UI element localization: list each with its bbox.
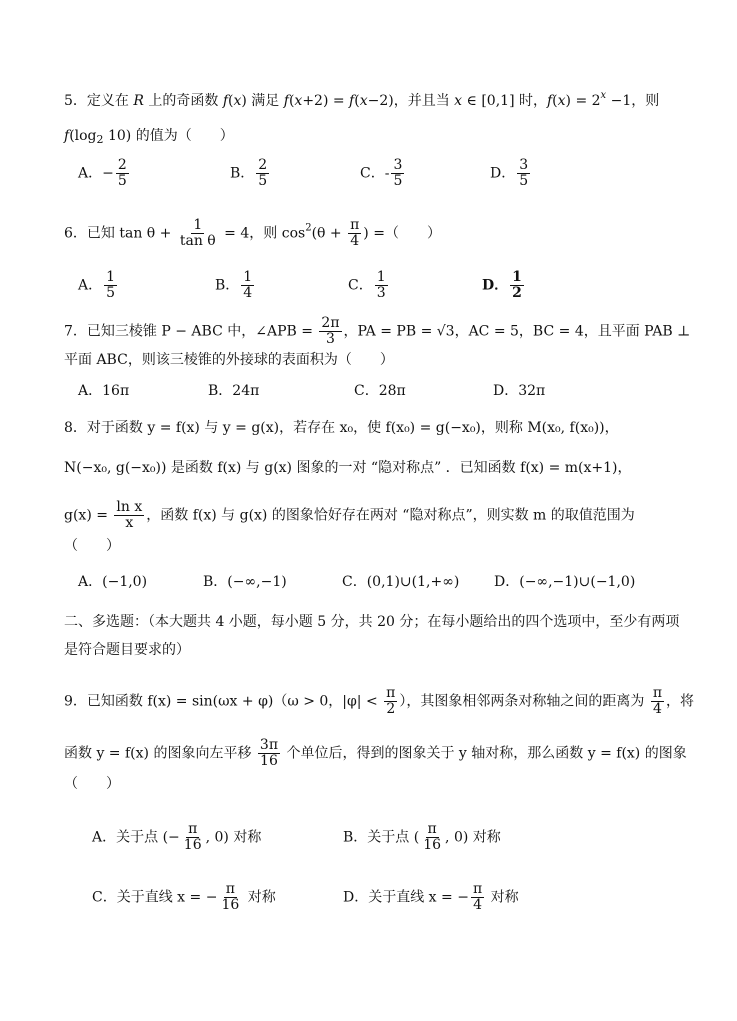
fraction: $\frac{\pi}{16}$ [183,821,202,853]
q5-option-c: C．- $\frac{3}{5}$ [360,157,403,189]
q8-option-c: C．(0,1)∪(1,+∞) [342,574,460,590]
fraction: $\frac{2}{5}$ [117,157,127,189]
fraction: $\frac{1}{\text{tan θ}}$ [179,217,216,249]
q8-line2: N(−x₀, g(−x₀)) 是函数 f(x) 与 g(x) 图象的一对 “隐对称点” ．已知函数 f(x) = m(x+1)， [64,460,632,476]
fraction: $\frac{\text{ln x}}{x}$ [116,499,143,531]
fraction: $\frac{\pi}{16}$ [221,881,240,913]
fraction: $\frac{3}{5}$ [393,157,403,189]
section2-line1: 二、多选题：（本大题共 4 小题，每小题 5 分，共 20 分；在每小题给出的四个选项中，至少有两项 [64,614,680,630]
q6-option-b: B． $\frac{1}{4}$ [215,269,253,301]
fraction: $\frac{\pi}{16}$ [423,821,442,853]
fraction: $\frac{\pi}{4}$ [350,217,360,249]
q6-option-c: C． $\frac{1}{3}$ [348,269,386,301]
fraction: $\frac{3}{5}$ [519,157,529,189]
q6-stem: 6．已知 tan θ + $\frac{1}{\text{tan θ}}$ = 4，则 $\cos^2(\theta$ + $\frac{\pi}{4}$ ) =（ ） [64,217,441,249]
q9-option-a: A．关于点 (− $\frac{\pi}{16}$ , 0) 对称 [92,821,262,853]
fraction: $\frac{2}{5}$ [258,157,268,189]
q7-line1: 7．已知三棱锥 P − ABC 中，∠APB = $\frac{2\pi}{3}$ ，PA = PB = √3，AC = 5，BC = 4，且平面 PAB ⊥ [64,315,691,347]
fraction: $\frac{1}{2}$ [512,269,522,301]
fraction: $\frac{1}{5}$ [106,269,116,301]
fraction: $\frac{3\pi}{16}$ [259,737,279,769]
q8-line4: （ ） [64,538,120,554]
q5-option-d: D． $\frac{3}{5}$ [490,157,529,189]
q8-option-a: A．(−1,0) [78,574,148,590]
fraction: $\frac{2\pi}{3}$ [321,315,340,347]
q6-option-a: A． $\frac{1}{5}$ [78,269,116,301]
q9-line3: （ ） [64,776,120,792]
q5-line2: $f(\log_2$ 10) 的值为（ ） [64,128,234,146]
fraction: $\frac{\pi}{2}$ [386,685,396,717]
q6-option-d: D． $\frac{1}{2}$ [482,269,522,301]
q7-option-d: D．32π [493,383,546,399]
q7-option-b: B．24π [208,383,260,399]
q9-option-c: C．关于直线 x = − $\frac{\pi}{16}$ 对称 [92,881,276,913]
q9-line1: 9．已知函数 f(x) = sin(ωx + φ)（ω > 0，|φ| < $\frac{\pi}{2}$ ），其图象相邻两条对称轴之间的距离为 $\frac{\pi}{4}$ ，将 [64,685,695,717]
fraction: $\frac{\pi}{4}$ [472,881,483,913]
q8-line1: 8．对于函数 y = f(x) 与 y = g(x)，若存在 x₀，使 f(x₀) = g(−x₀)，则称 M(x₀, f(x₀))， [64,420,619,436]
fraction: $\frac{1}{3}$ [376,269,386,301]
q5-option-b: B． $\frac{2}{5}$ [230,157,268,189]
section2-line2: 是符合题目要求的） [64,642,190,658]
q9-option-d: D．关于直线 x = − $\frac{\pi}{4}$ 对称 [343,881,519,913]
fraction: $\frac{\pi}{4}$ [652,685,663,717]
q7-option-c: C．28π [354,383,406,399]
q7-line2: 平面 ABC，则该三棱锥的外接球的表面积为（ ） [64,352,394,368]
q9-option-b: B．关于点 ( $\frac{\pi}{16}$ , 0) 对称 [343,821,501,853]
q5-option-a: A．− $\frac{2}{5}$ [78,157,127,189]
fraction: $\frac{1}{4}$ [243,269,253,301]
q9-line2: 函数 y = f(x) 的图象向左平移 $\frac{3\pi}{16}$ 个单位后，得到的图象关于 y 轴对称，那么函数 y = f(x) 的图象 [64,737,687,769]
q8-option-d: D．(−∞,−1)∪(−1,0) [494,574,636,590]
q8-option-b: B．(−∞,−1) [203,574,287,590]
q7-option-a: A．16π [78,383,130,399]
q8-line3: g(x) = $\frac{\text{ln x}}{x}$ ，函数 f(x) 与 g(x) 的图象恰好存在两对 “隐对称点”，则实数 m 的取值范围为 [64,499,635,531]
q5-line1: 5．定义在 R 上的奇函数 f(x) 满足 f(x+2) = f(x−2)，并且当 x ∈ [0,1] 时，$f(x) = 2^x -1$，则 [64,90,660,109]
